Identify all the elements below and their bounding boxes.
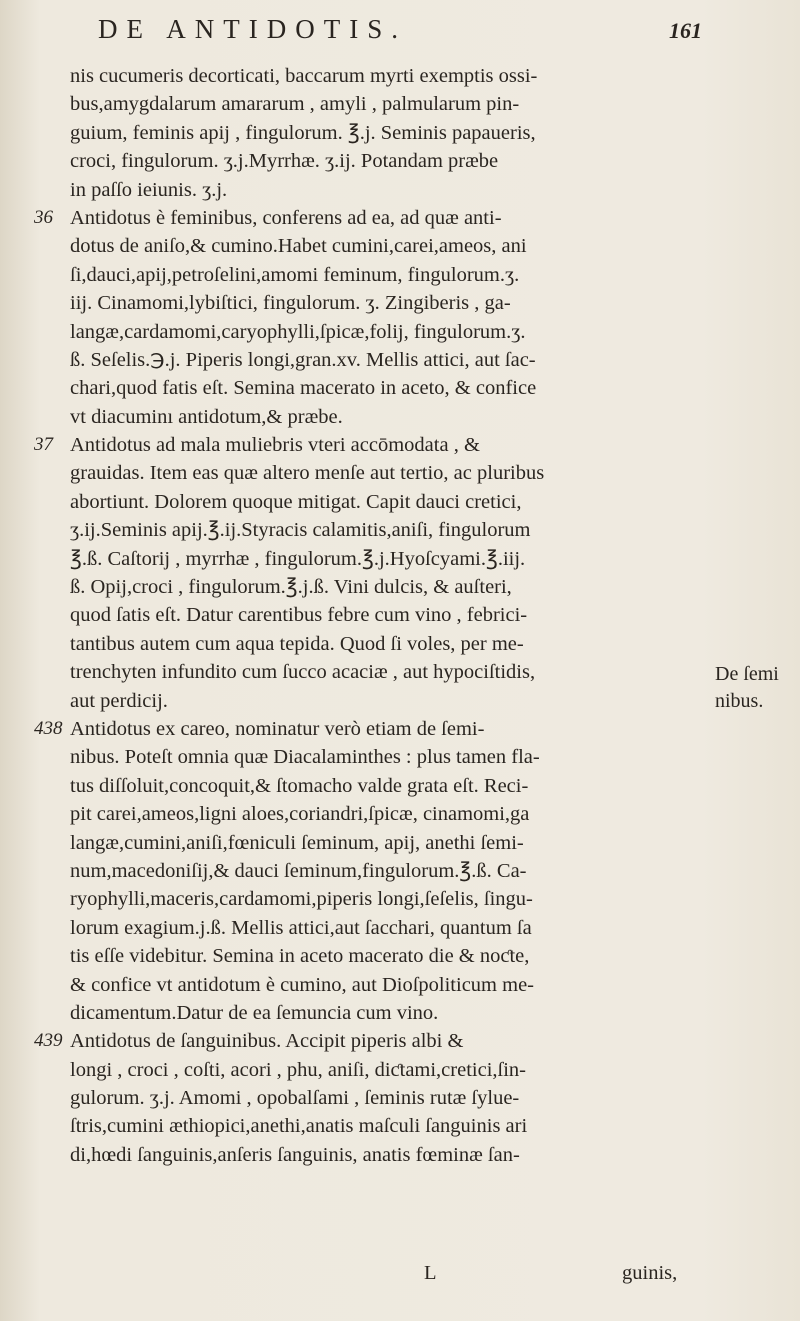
- text-line: [34, 1084, 709, 1112]
- line-text: gulorum. ʒ.j. Amomi , opobalſami , ſeminis rutæ ſylue-: [70, 1087, 520, 1110]
- line-text: iij. Cinamomi,lybiſtici, fingulorum. ʒ. Zingiberis , ga-: [70, 292, 511, 315]
- text-line: [34, 516, 709, 544]
- running-title: DE ANTIDOTIS.: [98, 14, 407, 44]
- text-line: [34, 119, 709, 147]
- text-line: [34, 573, 709, 601]
- margin-note-line: De ſemi: [715, 663, 779, 685]
- line-text: ß. Seſelis.℈.j. Piperis longi,gran.xv. Mellis attici, aut ſac-: [70, 348, 536, 371]
- text-line: [34, 459, 709, 487]
- line-text: dotus de aniſo,& cumino.Habet cumini,carei,ameos, ani: [70, 235, 527, 258]
- line-text: Antidotus de ſanguinibus. Accipit piperis albi &: [70, 1030, 464, 1053]
- line-text: di,hœdi ſanguinis,anſeris ſanguinis, anatis fœminæ ſan-: [70, 1143, 520, 1166]
- text-line: [34, 658, 709, 686]
- text-line: [34, 857, 709, 885]
- text-line: [34, 62, 709, 90]
- catchword: guinis,: [622, 1262, 678, 1284]
- line-text: grauidas. Item eas quæ altero menſe aut tertio, ac pluribus: [70, 462, 545, 485]
- line-text: Antidotus ad mala muliebris vteri accōmodata , &: [70, 434, 480, 457]
- line-text: quod ſatis eſt. Datur carentibus febre cum vino , febrici-: [70, 604, 528, 627]
- line-text: croci, fingulorum. ʒ.j.Myrrhæ. ʒ.ij. Potandam præbe: [70, 150, 499, 173]
- line-text: Antidotus ex careo, nominatur verò etiam de ſemi-: [70, 717, 485, 740]
- line-text: dicamentum.Datur de ea ſemuncia cum vino.: [70, 1001, 439, 1024]
- entry-number: 439: [34, 1030, 63, 1052]
- text-line: [34, 403, 709, 431]
- line-text: ß. Opij,croci , fingulorum.℥.j.ß. Vini dulcis, & auſteri,: [70, 576, 512, 599]
- text-line: [34, 1226, 709, 1254]
- line-text: longi , croci , coſti, acori , phu, aniſi, diƈtami,cretici,ſin-: [70, 1058, 526, 1081]
- text-line: [34, 488, 709, 516]
- text-line: [34, 743, 709, 771]
- text-line: [34, 1169, 709, 1197]
- line-text: chari,quod fatis eſt. Semina macerato in aceto, & confice: [70, 377, 537, 400]
- line-text: langæ,cumini,aniſi,fœniculi ſeminum, apij, anethi ſemi-: [70, 831, 524, 854]
- line-text: bus,amygdalarum amararum , amyli , palmularum pin-: [70, 93, 520, 116]
- text-line: [34, 914, 709, 942]
- text-line: [34, 942, 709, 970]
- line-text: guium, feminis apij , fingulorum. ℥.j. Seminis papaueris,: [70, 121, 536, 144]
- text-line: [34, 147, 709, 175]
- line-text: nis cucumeris decorticati, baccarum myrti exemptis ossi-: [70, 65, 538, 87]
- running-header: [98, 14, 702, 50]
- text-line: [34, 829, 709, 857]
- line-text: num,macedoniſij,& dauci ſeminum,fingulorum.℥.ß. Ca-: [70, 859, 527, 882]
- margin-note-line: nibus.: [715, 690, 764, 712]
- signature-mark: L: [424, 1262, 437, 1284]
- line-text: & confice vt antidotum è cumino, aut Dioſpoliticum me-: [70, 973, 534, 996]
- text-line: [34, 1141, 709, 1169]
- margin-note: [715, 661, 795, 715]
- text-line: [34, 601, 709, 629]
- line-text: ſtris,cumini æthiopici,anethi,anatis maſculi ſanguinis ari: [70, 1115, 528, 1138]
- line-text: ʒ.ij.Seminis apij.℥.ij.Styracis calamitis,aniſi, fingulorum: [70, 519, 531, 542]
- line-text: trenchyten infundito cum ſucco acaciæ , aut hypociſtidis,: [70, 661, 536, 684]
- text-line: [34, 1027, 709, 1055]
- text-line: [34, 999, 709, 1027]
- text-line: [34, 630, 709, 658]
- text-line: [34, 232, 709, 260]
- text-line: [34, 687, 709, 715]
- text-line: [34, 971, 709, 999]
- text-line: [34, 1198, 709, 1226]
- text-line: [34, 289, 709, 317]
- text-line: [34, 346, 709, 374]
- page-footer: [34, 1262, 709, 1290]
- text-line: [34, 176, 709, 204]
- text-line: [34, 1056, 709, 1084]
- text-line: [34, 90, 709, 118]
- entry-number: 36: [34, 206, 53, 228]
- line-text: pit carei,ameos,ligni aloes,coriandri,ſpicæ, cinamomi,ga: [70, 803, 530, 826]
- text-line: [34, 261, 709, 289]
- text-line: [34, 1112, 709, 1140]
- line-text: ſi,dauci,apij,petroſelini,amomi feminum, fingulorum.ʒ.: [70, 263, 520, 286]
- text-line: [34, 318, 709, 346]
- line-text: tus diſſoluit,concoquit,& ſtomacho valde grata eſt. Reci-: [70, 774, 529, 797]
- line-text: abortiunt. Dolorem quoque mitigat. Capit dauci cretici,: [70, 490, 522, 513]
- line-text: tis eſſe videbitur. Semina in aceto macerato die & noƈte,: [70, 945, 530, 968]
- entry-number: 438: [34, 717, 63, 739]
- entry-number: 37: [34, 434, 53, 456]
- text-line: [34, 431, 709, 459]
- line-text: ryophylli,maceris,cardamomi,piperis longi,ſeſelis, ſingu-: [70, 888, 533, 911]
- text-line: [34, 545, 709, 573]
- text-line: [34, 800, 709, 828]
- text-line: [34, 715, 709, 743]
- text-line: [34, 772, 709, 800]
- line-text: lorum exagium.j.ß. Mellis attici,aut ſacchari, quantum ſa: [70, 916, 532, 939]
- text-line: [34, 204, 709, 232]
- line-text: ℥.ß. Caſtorij , myrrhæ , fingulorum.℥.j.Hyoſcyami.℥.iij.: [70, 547, 526, 570]
- text-line: [34, 374, 709, 402]
- line-text: in paſſo ieiunis. ʒ.j.: [70, 178, 228, 201]
- page-number: 161: [669, 18, 702, 43]
- body-text: [34, 62, 709, 1283]
- line-text: aut perdicij.: [70, 689, 168, 712]
- line-text: vt diacuminı antidotum,& præbe.: [70, 405, 343, 428]
- text-line: [34, 885, 709, 913]
- line-text: Antidotus è feminibus, conferens ad ea, ad quæ anti-: [70, 206, 502, 229]
- line-text: langæ,cardamomi,caryophylli,ſpicæ,folij, fingulorum.ʒ.: [70, 320, 526, 343]
- line-text: tantibus autem cum aqua tepida. Quod ſi voles, per me-: [70, 632, 524, 655]
- line-text: nibus. Poteſt omnia quæ Diacalaminthes : plus tamen fla-: [70, 746, 540, 769]
